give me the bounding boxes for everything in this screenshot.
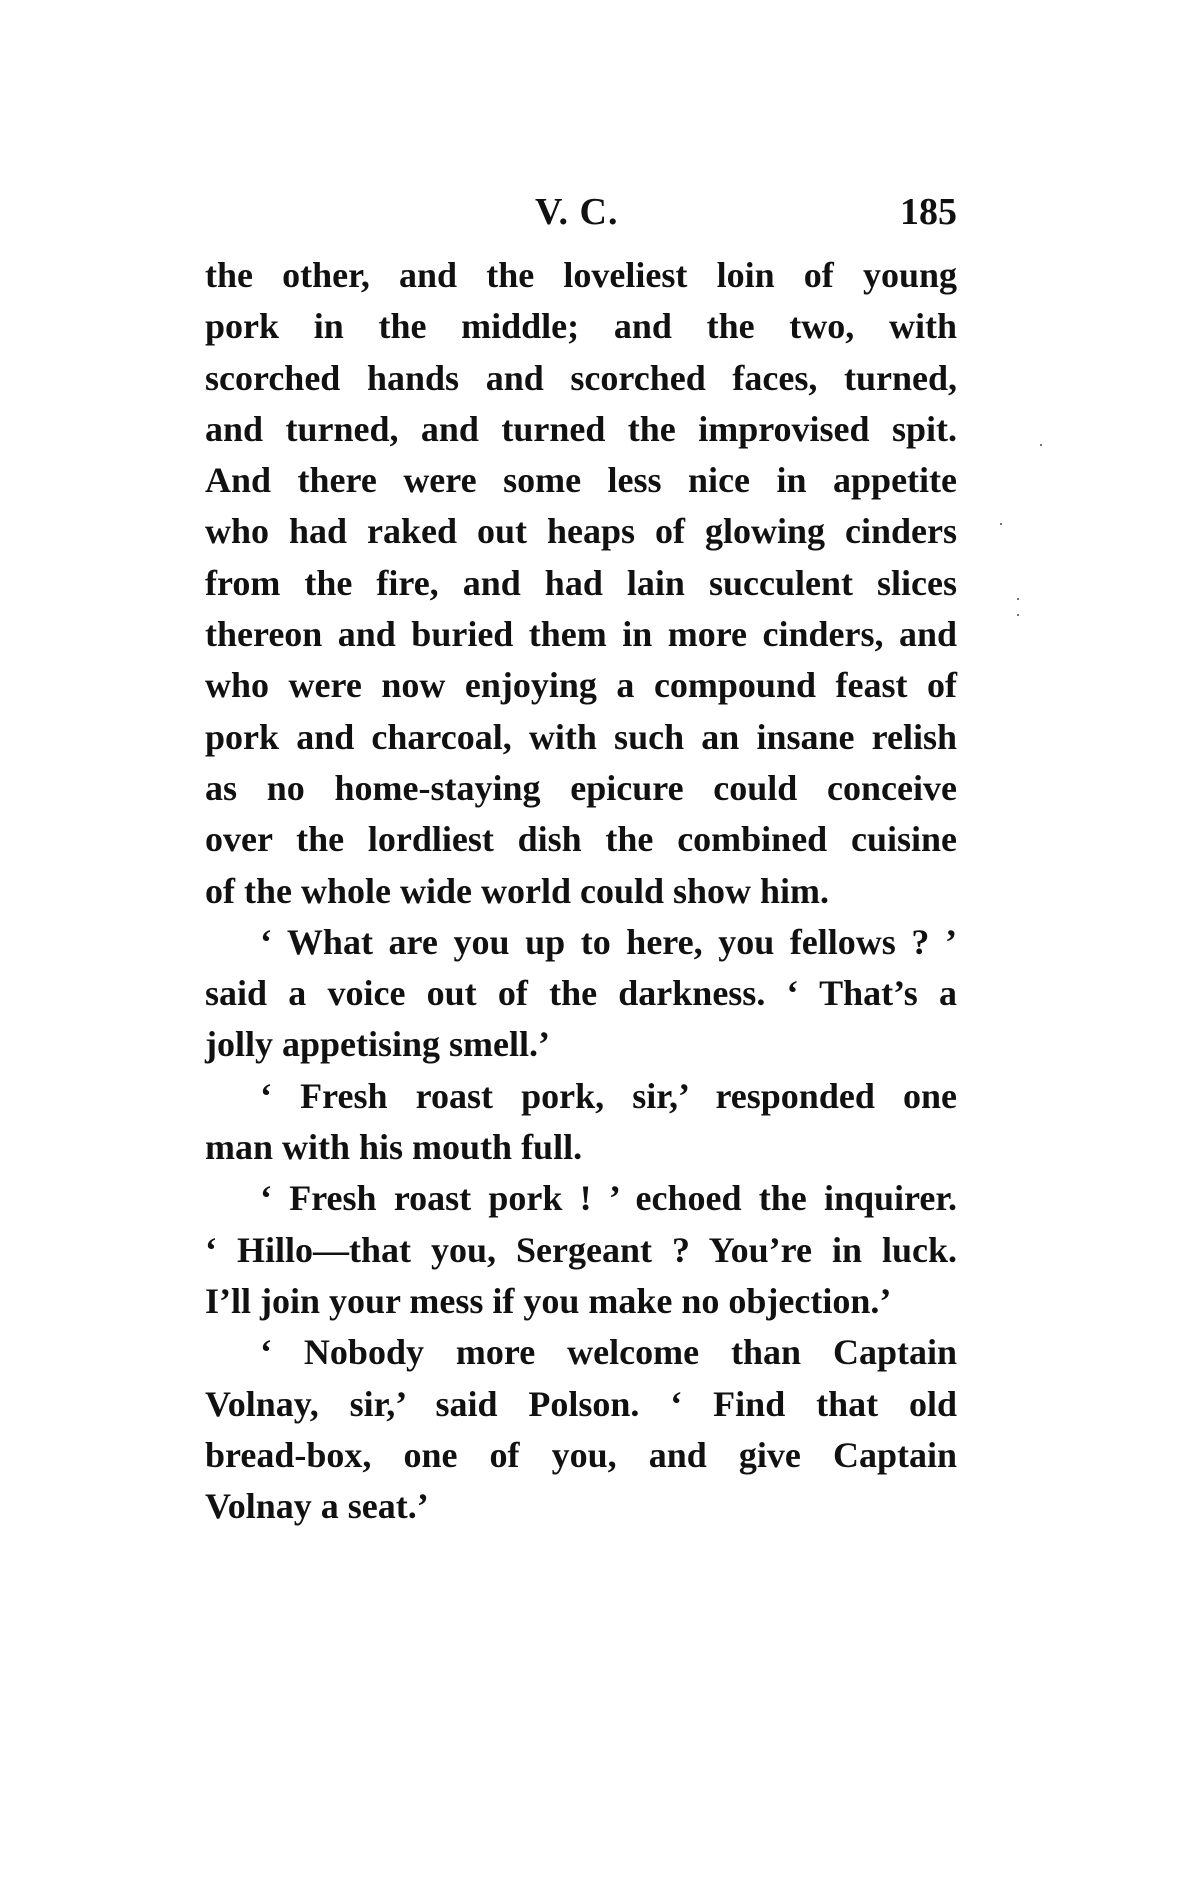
text-line: who had raked out heaps of glowing cinders bbox=[205, 511, 957, 552]
text-line: ‘ Fresh roast pork ! ’ echoed the inquirer. bbox=[260, 1178, 957, 1219]
running-head: V. C. bbox=[535, 191, 619, 233]
body-text bbox=[205, 250, 957, 1532]
text-line: and turned, and turned the improvised spit. bbox=[205, 408, 957, 449]
page-number: 185 bbox=[900, 191, 957, 233]
text-line: man with his mouth full. bbox=[205, 1127, 583, 1168]
text-line: ‘ What are you up to here, you fellows ? ’ bbox=[260, 921, 957, 962]
text-line: ‘ Hillo—that you, Sergeant ? You’re in luck. bbox=[205, 1229, 957, 1270]
text-line: I’ll join your mess if you make no objection.’ bbox=[205, 1280, 892, 1321]
text-line: thereon and buried them in more cinders, and bbox=[205, 614, 957, 655]
text-line: as no home-staying epicure could conceive bbox=[205, 767, 957, 808]
page-header bbox=[205, 190, 957, 250]
text-line: jolly appetising smell.’ bbox=[205, 1024, 551, 1065]
text-line: Volnay, sir,’ said Polson. ‘ Find that old bbox=[205, 1383, 957, 1424]
text-line: Volnay a seat.’ bbox=[205, 1486, 429, 1527]
text-line: who were now enjoying a compound feast of bbox=[205, 665, 957, 706]
scan-speck bbox=[1017, 598, 1019, 600]
text-line: And there were some less nice in appetite bbox=[205, 460, 957, 501]
scan-speck bbox=[1017, 614, 1019, 616]
text-line: ‘ Nobody more welcome than Captain bbox=[260, 1332, 957, 1373]
text-line: ‘ Fresh roast pork, sir,’ responded one bbox=[260, 1075, 957, 1116]
text-line: scorched hands and scorched faces, turned, bbox=[205, 357, 957, 398]
text-line: bread-box, one of you, and give Captain bbox=[205, 1434, 957, 1475]
text-line: pork in the middle; and the two, with bbox=[205, 306, 957, 347]
scan-speck bbox=[1000, 523, 1002, 525]
text-line: of the whole wide world could show him. bbox=[205, 870, 830, 911]
text-line: the other, and the loveliest loin of young bbox=[205, 255, 957, 295]
text-line: said a voice out of the darkness. ‘ That’s a bbox=[205, 973, 957, 1014]
text-line: pork and charcoal, with such an insane relish bbox=[205, 716, 957, 757]
scan-speck bbox=[1040, 444, 1042, 446]
text-line: over the lordliest dish the combined cuisine bbox=[205, 819, 957, 860]
text-line: from the fire, and had lain succulent slices bbox=[205, 562, 957, 603]
